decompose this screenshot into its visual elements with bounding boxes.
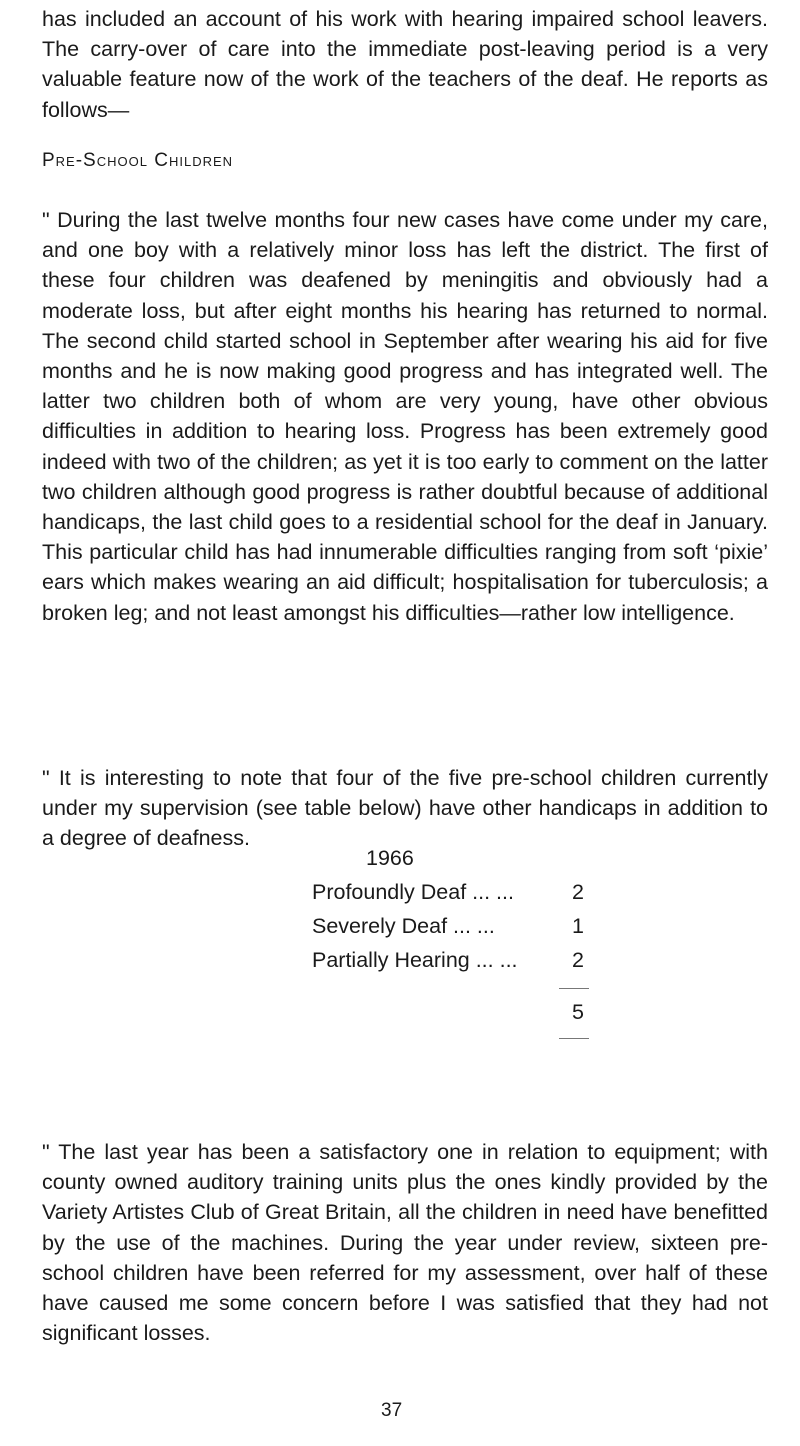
total-rule-bottom (559, 1038, 589, 1039)
row-label: Profoundly Deaf ... ... (312, 880, 514, 904)
row-value: 2 (572, 880, 584, 904)
table-year: 1966 (366, 846, 414, 870)
page-number: 37 (381, 1400, 403, 1421)
interesting-paragraph: " It is interesting to note that four of the five pre-school children currently under my supervision (see table below) have other handicaps in addition to a degree of deafness. (42, 766, 768, 851)
intro-paragraph: has included an account of his work with hearing impaired school leavers. The carry-over of care into the immediate post-leaving period is a very valuable feature now of the work of the teachers of the deaf. He reports as follows— (42, 7, 768, 122)
row-label: Partially Hearing ... ... (312, 948, 518, 972)
table-total: 5 (572, 1000, 584, 1024)
row-value: 2 (572, 948, 584, 972)
table-row (312, 948, 602, 978)
table-row (312, 914, 602, 944)
table-row (312, 880, 602, 910)
preschool-paragraph: " During the last twelve months four new cases have come under my care, and one boy with a relatively minor loss has left the district. The first of these four children was deafened by meningitis and obviously had a moderate loss, but after eight months his hearing has returned to normal. The second child started school in September after wearing his aid for five months and he is now making good progress and has integrated well. The latter two children both of whom are very young, have other obvious difficulties in addition to hearing loss. Progress has been extremely good indeed with two of the children; as yet it is too early to comment on the latter two children although good progress is rather doubtful because of additional handicaps, the last child goes to a residential school for the deaf in January. This particular child has had innumerable difficulties ranging from soft ‘pixie’ ears which makes wearing an aid difficult; hospitalisation for tuberculosis; a broken leg; and not least amongst his difficulties—rather low intelligence. (42, 208, 768, 625)
row-label: Severely Deaf ... ... (312, 914, 495, 938)
total-rule-top (559, 988, 589, 989)
section-heading: Pre-School Children (42, 150, 234, 171)
row-value: 1 (572, 914, 584, 938)
last-year-paragraph: " The last year has been a satisfactory one in relation to equipment; with county owned auditory training units plus the ones kindly provided by the Variety Artistes Club of Great Britain, all the children in need have benefitted by the use of the machines. During the year under review, sixteen pre-school children have been referred for my assessment, over half of these have caused me some concern before I was satisfied that they had not significant losses. (42, 1140, 768, 1346)
